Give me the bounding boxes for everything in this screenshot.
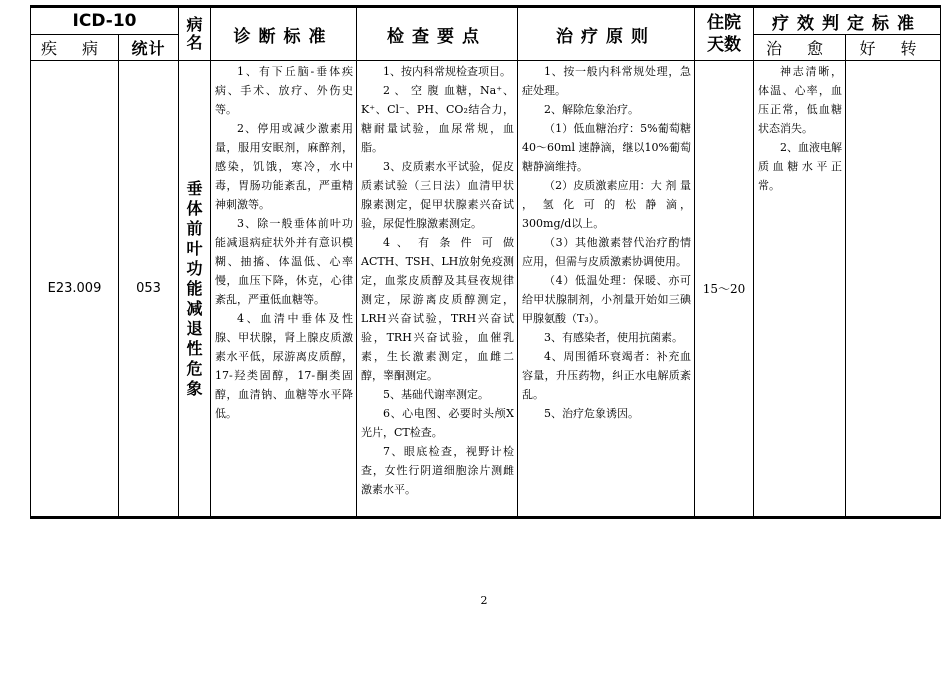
cure-cell (754, 61, 846, 518)
stat-header: 统计 (119, 35, 179, 61)
treatment-item: 5、治疗危象诱因。 (544, 407, 640, 420)
exam-item: 1、按内科常规检查项目。 (383, 65, 512, 78)
diagnosis-item: 4、血清中垂体及性腺、甲状腺，肾上腺皮质激素水平低，尿游离皮质醇，17-羟类固醇，17-酮类固醇，血清钠、血糖等水平降低。 (215, 312, 354, 420)
efficacy-header: 疗效判定标准 (754, 7, 941, 35)
disease-header: 疾 病 (31, 35, 119, 61)
diagnosis-item: 3、除一般垂体前叶功能减退病症状外并有意识模糊、抽搐、体温低、心率慢，血压下降，休克，心律紊乱，严重低血糖等。 (215, 217, 354, 306)
treatment-item: （1）低血糖治疗：5%葡萄糖 40～60ml 速静滴，继以10%葡萄糖静滴维持。 (522, 122, 692, 173)
diagnosis-header: 诊断标准 (211, 7, 357, 61)
treatment-header: 治疗原则 (518, 7, 695, 61)
clinical-standard-table (30, 5, 941, 519)
page-number: 2 (480, 594, 488, 607)
treatment-cell (518, 61, 695, 518)
exam-cell (357, 61, 518, 518)
exam-item: 7、眼底检查，视野计检查，女性行阴道细胞涂片测雌激素水平。 (361, 445, 515, 496)
treatment-item: 4、周围循环衰竭者：补充血容量，升压药物，纠正水电解质紊乱。 (522, 350, 692, 401)
exam-item: 2 、 空 腹 血糖，Na⁺、K⁺、Cl⁻、PH、CO₂结合力，糖耐量试验，血尿常规，血脂。 (361, 84, 515, 154)
stay-days-header: 住院天数 (695, 7, 754, 61)
improve-cell (846, 61, 941, 518)
treatment-item: 1、按一般内科常规处理，急症处理。 (522, 65, 692, 97)
disease-name-header: 病名 (179, 7, 211, 61)
exam-header: 检查要点 (357, 7, 518, 61)
cure-header: 治 愈 (754, 35, 846, 61)
exam-item: 4 、 有 条 件 可 做ACTH、TSH、LH放射免疫测定，血浆皮质醇及其昼夜规律测定，尿游离皮质醇测定，LRH兴奋试验，TRH兴奋试验，TRH兴奋试验，血催乳素，生长激素测定，血雌二醇，睾酮测定。 (361, 236, 515, 382)
exam-item: 6、心电图、必要时头颅X光片，CT检查。 (361, 407, 515, 439)
cure-item: 神志清晰，体温、心率，血压正常，低血糖状态消失。 (758, 65, 843, 135)
disease-name-cell: 垂体前叶功能减退性危象 (179, 61, 211, 518)
treatment-item: （2）皮质激素应用：大 剂 量 ， 氢 化 可 的 松 静 滴，300mg/d以上。 (522, 179, 692, 230)
stat-code-cell: 053 (119, 61, 179, 518)
exam-item: 3、皮质素水平试验，促皮质素试验（三日法）血清甲状腺素测定，促甲状腺素兴奋试验，尿促性腺激素测定。 (361, 160, 515, 230)
cure-item: 2、血液电解质血糖水平正常。 (758, 141, 843, 192)
exam-item: 5、基础代谢率测定。 (383, 388, 490, 401)
diagnosis-cell (211, 61, 357, 518)
icd-code-cell: E23.009 (31, 61, 119, 518)
stay-days-cell: 15～20 (695, 61, 754, 518)
icd10-header: ICD-10 (31, 7, 179, 35)
diagnosis-item: 1、有下丘脑-垂体疾病、手术、放疗、外伤史等。 (215, 65, 354, 116)
diagnosis-item: 2、停用或减少激素用量，服用安眠剂，麻醉剂，感染，饥饿，寒冷，水中毒，胃肠功能紊乱，严重精神刺激等。 (215, 122, 354, 211)
treatment-item: 3、有感染者，使用抗菌素。 (544, 331, 684, 344)
improve-header: 好 转 (846, 35, 941, 61)
treatment-item: （4）低温处理：保暖、亦可给甲状腺制剂，小剂量开始如三碘甲腺氨酸（T₃）。 (522, 274, 692, 325)
treatment-item: （3）其他激素替代治疗酌情应用，但需与皮质激素协调使用。 (522, 236, 692, 268)
treatment-item: 2、解除危象治疗。 (544, 103, 640, 116)
